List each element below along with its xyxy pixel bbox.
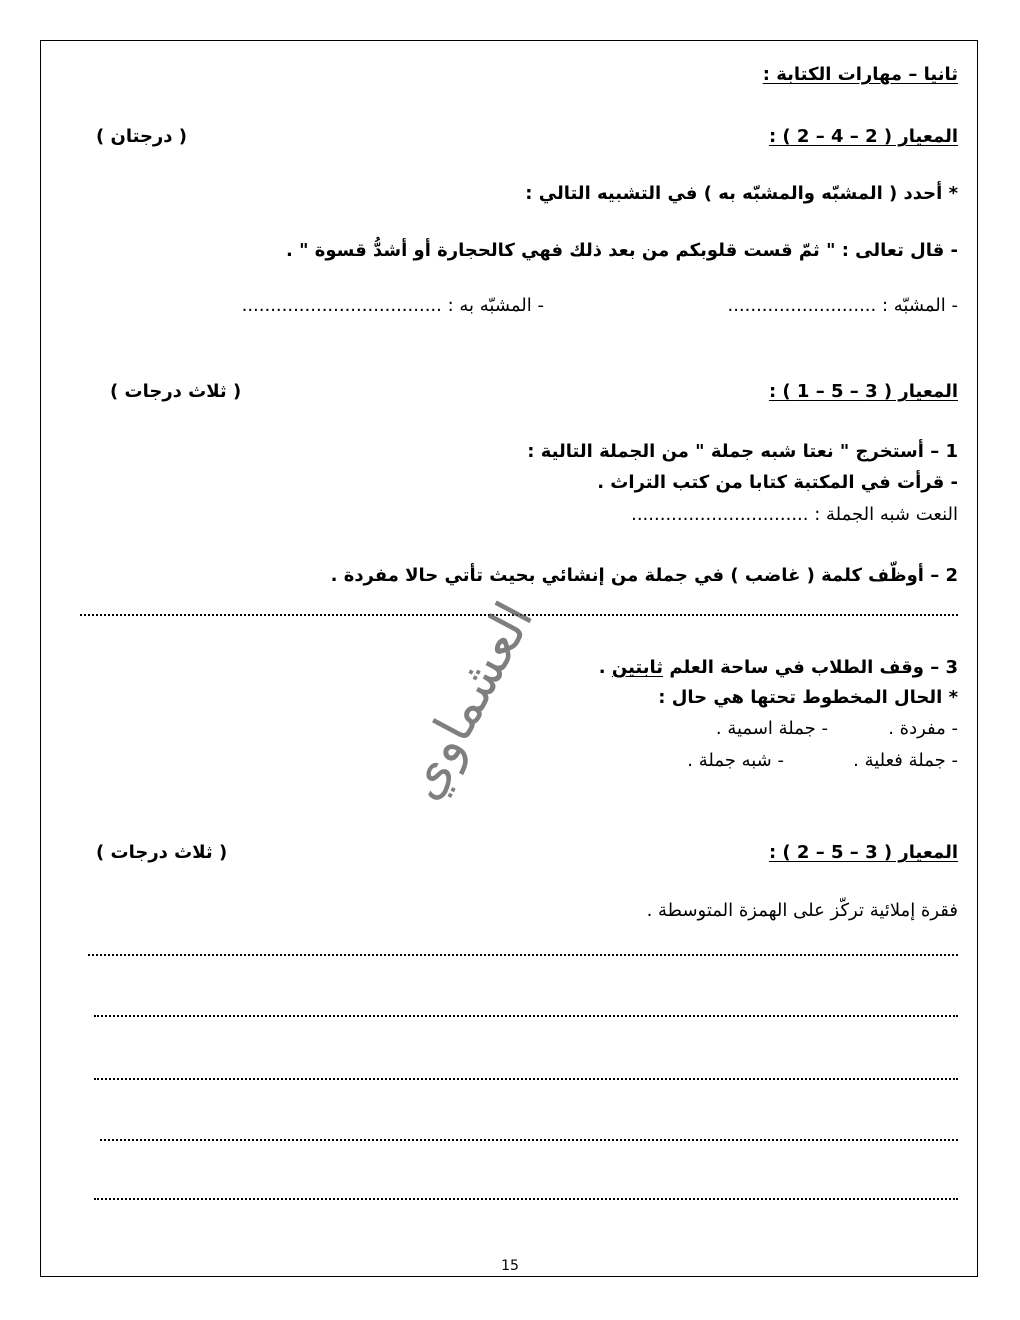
answer-simile[interactable]: - المشبّه : ..........................	[727, 295, 958, 316]
criterion-1-label: المعيار ( 2 – 4 – 2 ) :	[768, 126, 958, 147]
question-1-sentence: - قرأت في المكتبة كتابا من كتب التراث .	[597, 472, 958, 493]
question-3-title	[599, 657, 958, 679]
question-2-title: 2 – أوظّف كلمة ( غاضب ) في جملة من إنشائي بحيث تأتي حالا مفردة .	[330, 565, 958, 586]
answer-line[interactable]	[94, 1186, 958, 1200]
answer-line[interactable]	[94, 1066, 958, 1080]
dictation-task: فقرة إملائية تركّز على الهمزة المتوسطة .	[646, 900, 958, 921]
answer-line[interactable]	[94, 1003, 958, 1017]
underlined-word: ثابتين	[611, 657, 664, 678]
question-3-prompt: * الحال المخطوط تحتها هي حال :	[658, 687, 958, 708]
question-3-text-after: .	[598, 657, 612, 678]
answer-line[interactable]	[100, 1127, 958, 1141]
criterion-1-score: ( درجتان )	[96, 126, 188, 147]
quran-verse: - قال تعالى : " ثمّ قست قلوبكم من بعد ذلك فهي كالحجارة أو أشدُّ قسوة " .	[285, 240, 958, 261]
page-number: 15	[501, 1258, 519, 1274]
question-3-text-before: 3 – وقف الطلاب في ساحة العلم	[663, 657, 958, 678]
section-title: ثانيا – مهارات الكتابة :	[762, 64, 958, 85]
question-1-answer[interactable]: النعت شبه الجملة : ...............................	[631, 504, 958, 525]
criterion-3-label: المعيار ( 3 – 5 – 2 ) :	[768, 842, 958, 863]
option-jumla-filiya[interactable]: - جملة فعلية .	[853, 750, 958, 771]
criterion-1-instruction: * أحدد ( المشبّه والمشبّه به ) في التشبيه التالي :	[525, 183, 958, 204]
option-shibh-jumla[interactable]: - شبه جملة .	[687, 750, 784, 771]
criterion-3-score: ( ثلاث درجات )	[96, 842, 228, 863]
criterion-2-label: المعيار ( 3 – 5 – 1 ) :	[768, 381, 958, 402]
option-jumla-ismiya[interactable]: - جملة اسمية .	[715, 718, 828, 739]
answer-line[interactable]	[88, 942, 958, 956]
criterion-2-score: ( ثلاث درجات )	[110, 381, 242, 402]
option-mufrada[interactable]: - مفردة .	[888, 718, 958, 739]
watermark-signature: العشماوي	[392, 592, 546, 810]
question-1-title: 1 – أستخرج " نعتا شبه جملة " من الجملة التالية :	[527, 441, 958, 462]
answer-compared[interactable]: - المشبّه به : ...................................	[241, 295, 544, 316]
